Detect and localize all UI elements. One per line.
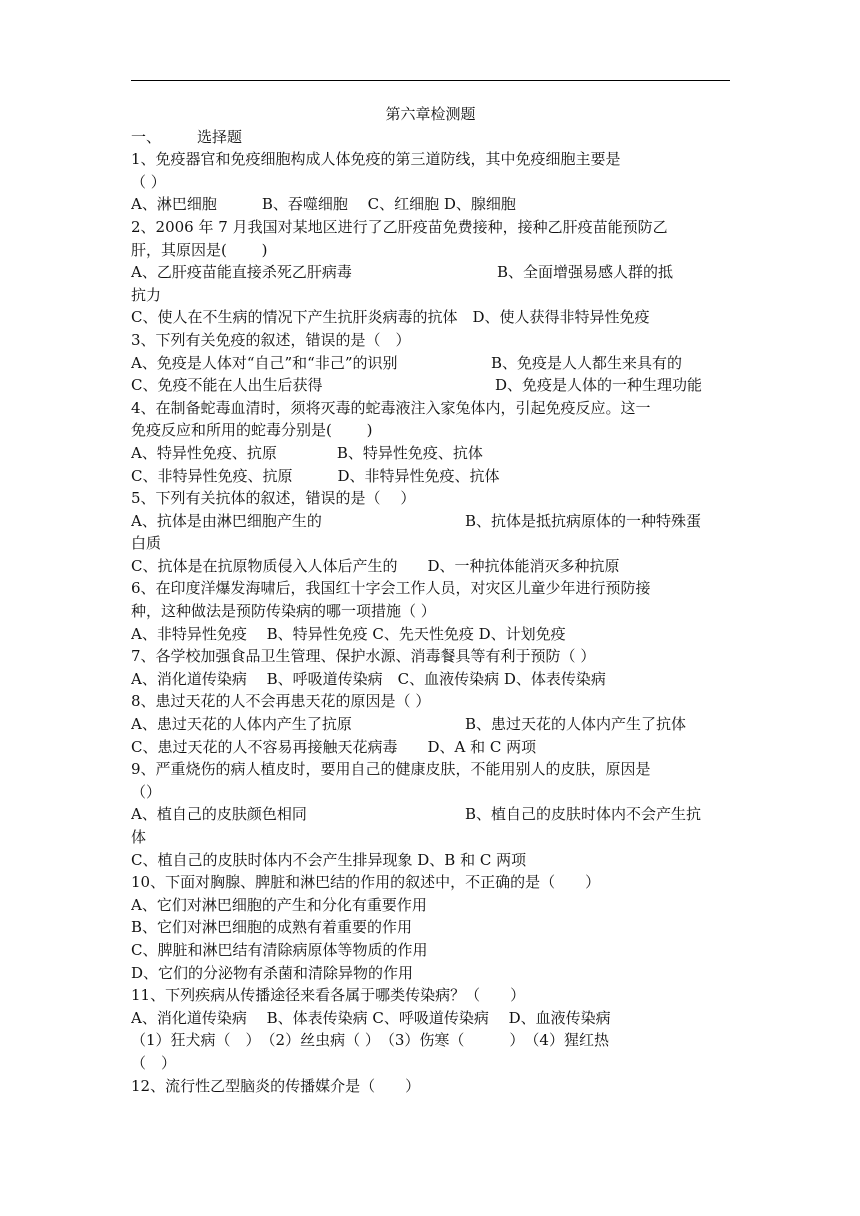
q11-subitems: （1）狂犬病（ ） （2）丝虫病（ ） （3）伤寒（ ） （4）猩红热	[131, 1031, 609, 1050]
q9-option-a: A、植自己的皮肤颜色相同	[131, 805, 307, 824]
q1-options: A、淋巴细胞 B、吞噬细胞 C、红细胞 D、腺细胞	[131, 195, 516, 214]
q8-options-cd: C、患过天花的人不容易再接触天花病毒 D、A 和 C 两项	[131, 737, 537, 756]
q10-stem: 10、下面对胸腺、脾脏和淋巴结的作用的叙述中，不正确的是（ ）	[131, 873, 601, 892]
q4-stem-cont: 免疫反应和所用的蛇毒分别是( )	[131, 421, 373, 440]
q6-stem-cont: 种，这种做法是预防传染病的哪一项措施（ ）	[131, 602, 436, 621]
q7-options: A、消化道传染病 B、呼吸道传染病 C、血液传染病 D、体表传染病	[131, 669, 606, 688]
q5-options-cd: C、抗体是在抗原物质侵入人体后产生的 D、一种抗体能消灭多种抗原	[131, 556, 620, 575]
q3-options-ab	[131, 352, 730, 375]
q8-options-ab	[131, 713, 730, 736]
q4-options-cd: C、非特异性免疫、抗原 D、非特异性免疫、抗体	[131, 466, 500, 485]
page-title: 第六章检测题	[385, 105, 476, 123]
q2-option-a: A、乙肝疫苗能直接杀死乙肝病毒	[131, 263, 352, 282]
q3-options-cd	[131, 374, 730, 397]
q2-stem: 2、2006 年 7 月我国对某地区进行了乙肝疫苗免费接种，接种乙肝疫苗能预防乙	[131, 217, 668, 236]
q8-option-b: B、患过天花的人体内产生了抗体	[465, 715, 687, 734]
q2-option-b-cont: 抗力	[131, 285, 162, 304]
q3-option-a: A、免疫是人体对“自己”和“非己”的识别	[131, 353, 398, 372]
q12-stem: 12、流行性乙型脑炎的传播媒介是（ ）	[131, 1076, 421, 1095]
q5-options-ab	[131, 510, 730, 533]
q3-stem: 3、下列有关免疫的叙述，错误的是（ ）	[131, 330, 411, 349]
q8-option-a: A、患过天花的人体内产生了抗原	[131, 715, 352, 734]
q5-option-b-cont: 白质	[131, 534, 162, 553]
q1-stem-cont: （ ）	[131, 172, 166, 191]
section-label: 选择题	[197, 127, 243, 146]
q3-option-b: B、免疫是人人都生来具有的	[491, 353, 683, 372]
q2-stem-cont: 肝，其原因是( )	[131, 240, 268, 259]
header-rule	[131, 80, 730, 81]
q1-stem: 1、免疫器官和免疫细胞构成人体免疫的第三道防线，其中免疫细胞主要是	[131, 150, 621, 169]
q3-option-d: D、免疫是人体的一种生理功能	[495, 376, 703, 395]
q10-option-d: D、它们的分泌物有杀菌和清除异物的作用	[131, 963, 414, 982]
q6-stem: 6、在印度洋爆发海啸后，我国红十字会工作人员，对灾区儿童少年进行预防接	[131, 579, 651, 598]
q10-option-a: A、它们对淋巴细胞的产生和分化有重要作用	[131, 895, 427, 914]
q4-options-ab: A、特异性免疫、抗原 B、特异性免疫、抗体	[131, 443, 483, 462]
q10-option-c: C、脾脏和淋巴结有清除病原体等物质的作用	[131, 940, 428, 959]
q6-options: A、非特异性免疫 B、特异性免疫 C、先天性免疫 D、计划免疫	[131, 624, 566, 643]
q5-option-a: A、抗体是由淋巴细胞产生的	[131, 511, 322, 530]
q4-stem: 4、在制备蛇毒血清时，须将灭毒的蛇毒液注入家兔体内，引起免疫反应。这一	[131, 398, 651, 417]
q9-option-b: B、植自己的皮肤时体内不会产生抗	[465, 805, 702, 824]
q9-option-b-cont: 体	[131, 828, 147, 846]
q9-options-cd: C、植自己的皮肤时体内不会产生排异现象 D、B 和 C 两项	[131, 850, 527, 869]
q9-stem-cont: （）	[131, 782, 162, 801]
q2-option-b: B、全面增强易感人群的抵	[497, 263, 674, 282]
q9-stem: 9、严重烧伤的病人植皮时，要用自己的健康皮肤，不能用别人的皮肤，原因是	[131, 760, 651, 779]
q2-options-cd: C、使人在不生病的情况下产生抗肝炎病毒的抗体 D、使人获得非特异性免疫	[131, 308, 650, 327]
q7-stem: 7、各学校加强食品卫生管理、保护水源、消毒餐具等有利于预防（ ）	[131, 647, 596, 666]
q5-stem: 5、下列有关抗体的叙述，错误的是（ ）	[131, 489, 416, 508]
q5-option-b: B、抗体是抵抗病原体的一种特殊蛋	[465, 511, 702, 530]
section-number: 一、	[131, 127, 162, 146]
section-heading	[131, 126, 730, 149]
document-body	[131, 103, 730, 1097]
q8-stem: 8、患过天花的人不会再患天花的原因是（ ）	[131, 692, 431, 711]
q3-option-c: C、免疫不能在人出生后获得	[131, 376, 323, 395]
q10-option-b: B、它们对淋巴细胞的成熟有着重要的作用	[131, 918, 413, 937]
q2-options-ab	[131, 261, 730, 284]
q11-options: A、消化道传染病 B、体表传染病 C、呼吸道传染病 D、血液传染病	[131, 1008, 611, 1027]
q11-subitems-cont: （ ）	[131, 1053, 177, 1072]
q11-stem: 11、下列疾病从传播途径来看各属于哪类传染病？（ ）	[131, 986, 526, 1005]
q9-options-ab	[131, 803, 730, 826]
